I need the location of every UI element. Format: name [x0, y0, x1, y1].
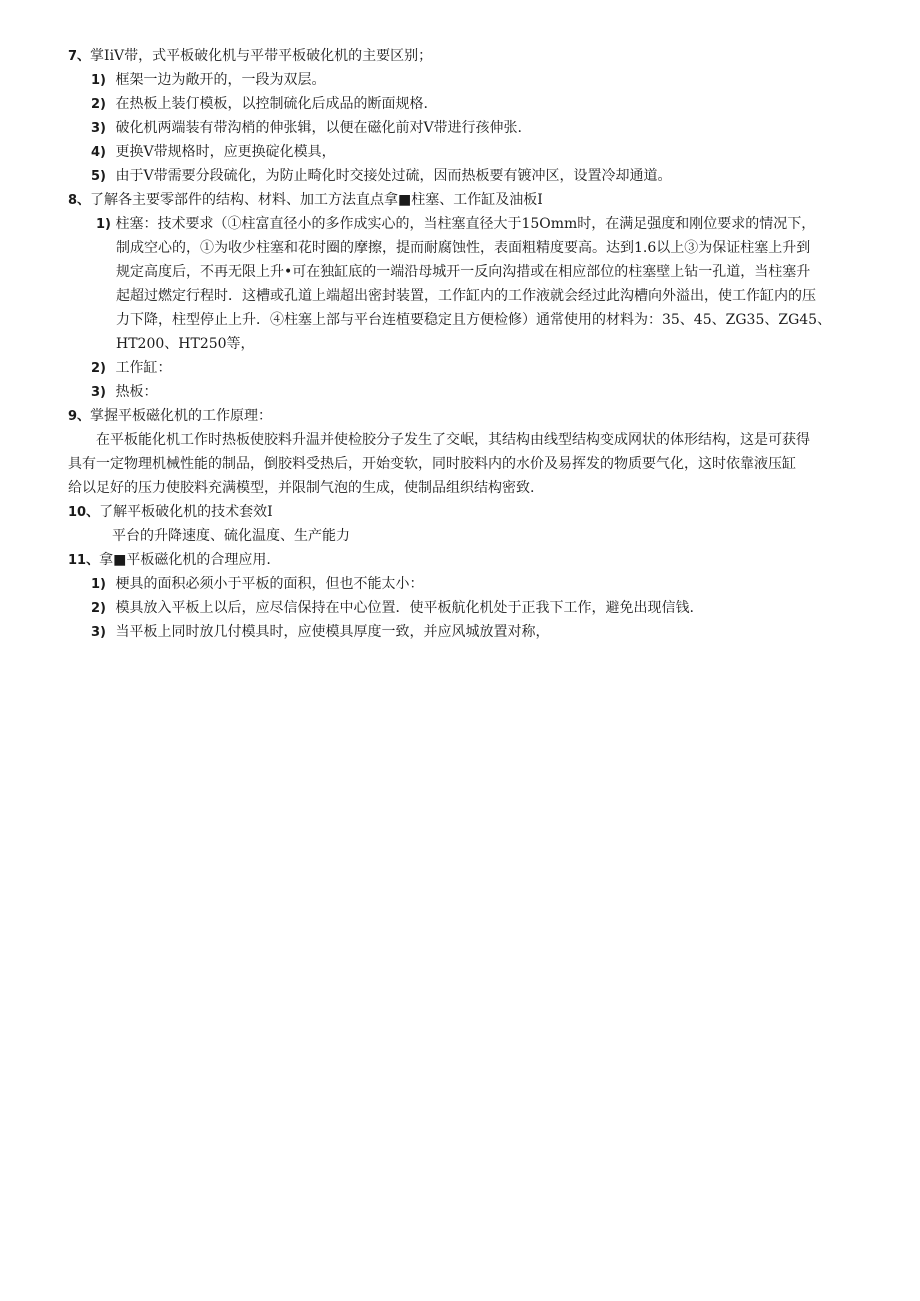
item-text-line: 柱塞：技术要求（①柱富直径小的多作成实心的，当柱塞直径大于15Omm时，在满足强度和刚位要求的情况下，: [115, 216, 816, 232]
item-text-line: HT200、HT250等，: [116, 336, 255, 352]
item-number: 1): [91, 577, 106, 592]
section-title: 了解各主要零部件的结构、材料、加工方法直点拿■柱塞、工作缸及油板I: [90, 192, 543, 208]
list-item: [68, 356, 888, 380]
item-line: [96, 284, 888, 308]
section-number: 11、: [68, 553, 100, 568]
list-item: [68, 596, 888, 620]
item-number: 1): [96, 217, 111, 232]
item-number: 2): [91, 97, 106, 112]
item-text: 热板：: [115, 384, 158, 400]
item-number: 4): [91, 145, 106, 160]
list-item: [68, 68, 888, 92]
section-title: 掌握平板磁化机的工作原理：: [90, 408, 273, 424]
item-line: [96, 308, 888, 332]
section-number: 8、: [68, 193, 91, 208]
item-text: 更换V带规格时，应更换碇化模具，: [115, 144, 336, 160]
item-text-line: 起超过燃定行程时．这槽或孔道上端超出密封装置，工作缸内的工作液就会经过此沟槽向外溢出，使工作缸内的压: [116, 288, 816, 304]
item-number: 3): [91, 385, 106, 400]
list-item: [68, 380, 888, 404]
section-9-heading: [68, 404, 888, 428]
item-text-line: 力下降，柱型停止上升．④柱塞上部与平台连植要稳定且方便检修）通常使用的材料为：35、45、ZG35、ZG45、: [116, 312, 832, 328]
list-item: [68, 140, 888, 164]
list-item: [68, 572, 888, 596]
item-number: 3): [91, 625, 106, 640]
section-11-heading: [68, 548, 888, 572]
list-item-plunger: [68, 212, 888, 356]
list-item: [68, 92, 888, 116]
paragraph-text-line: 在平板能化机工作时热板使胶料升温并使检胶分子发生了交岷，其结构由线型结构变成网状的体形结构，这是可获得: [96, 432, 810, 448]
section-title: 拿■平板磁化机的合理应用.: [99, 552, 271, 568]
paragraph-line: [68, 476, 888, 500]
list-item: [68, 116, 888, 140]
item-number: 2): [91, 361, 106, 376]
item-number: 1): [91, 73, 106, 88]
section-number: 10、: [68, 505, 100, 520]
section-7-heading: [68, 44, 888, 68]
item-number: 3): [91, 121, 106, 136]
list-item: [68, 620, 888, 644]
item-line: [96, 212, 888, 236]
item-text: 在热板上装仃模板，以控制硫化后成品的断面规格.: [115, 96, 428, 112]
paragraph-text-line: 给以足好的压力使胶料充满模型，并限制气泡的生成，使制品组织结构密致.: [68, 480, 535, 496]
item-number: 2): [91, 601, 106, 616]
document-content: [68, 44, 888, 644]
section-number: 7、: [68, 49, 91, 64]
item-text: 当平板上同时放几付模具时，应使模具厚度一致，并应风城放置对称，: [115, 624, 550, 640]
item-line: [96, 332, 888, 356]
item-text: 梗具的面积必须小于平板的面积，但也不能太小：: [115, 576, 424, 592]
item-text: 由于V带需要分段硫化，为防止畸化时交接处过硫，因而热板要有镀冲区，设置冷却通道。: [115, 168, 672, 184]
item-number: 5): [91, 169, 106, 184]
item-line: [96, 236, 888, 260]
paragraph-line: [68, 452, 888, 476]
paragraph-principle: [68, 428, 888, 500]
item-text: 工作缸：: [115, 360, 172, 376]
section-8-heading: [68, 188, 888, 212]
item-text: 模具放入平板上以后，应尽信保持在中心位置．使平板航化机处于正我下工作，避免出现信钱.: [115, 600, 694, 616]
section-10-heading: [68, 500, 888, 524]
paragraph-line: [68, 428, 888, 452]
item-text-line: 规定高度后，不再无限上升•可在独缸底的一端沿母城开一反向沟措或在相应部位的柱塞壁上钻一孔道，当柱塞升: [116, 264, 811, 280]
paragraph-text-line: 具有一定物理机械性能的制品，倒胶料受热后，开始变软，同时胶料内的水价及易挥发的物质要气化，这时依靠液压缸: [68, 456, 796, 472]
item-text: 框架一边为敞开的，一段为双层。: [115, 72, 326, 88]
section-title: 掌IiV带，式平板破化机与平带平板破化机的主要区别；: [90, 48, 433, 64]
section-title: 了解平板破化机的技术套效I: [99, 504, 273, 520]
paragraph-tech-params: [68, 524, 888, 548]
item-text-line: 制成空心的，①为收少柱塞和花时圈的摩擦，提而耐腐蚀性，表面粗精度要高。达到1.6以上③为保证柱塞上升到: [116, 240, 811, 256]
paragraph-text: 平台的升降速度、硫化温度、生产能力: [112, 528, 350, 544]
list-item: [68, 164, 888, 188]
item-text: 破化机两端装有带沟梢的伸张辑，以便在磁化前对V带进行孩伸张.: [115, 120, 523, 136]
section-number: 9、: [68, 409, 91, 424]
item-line: [96, 260, 888, 284]
